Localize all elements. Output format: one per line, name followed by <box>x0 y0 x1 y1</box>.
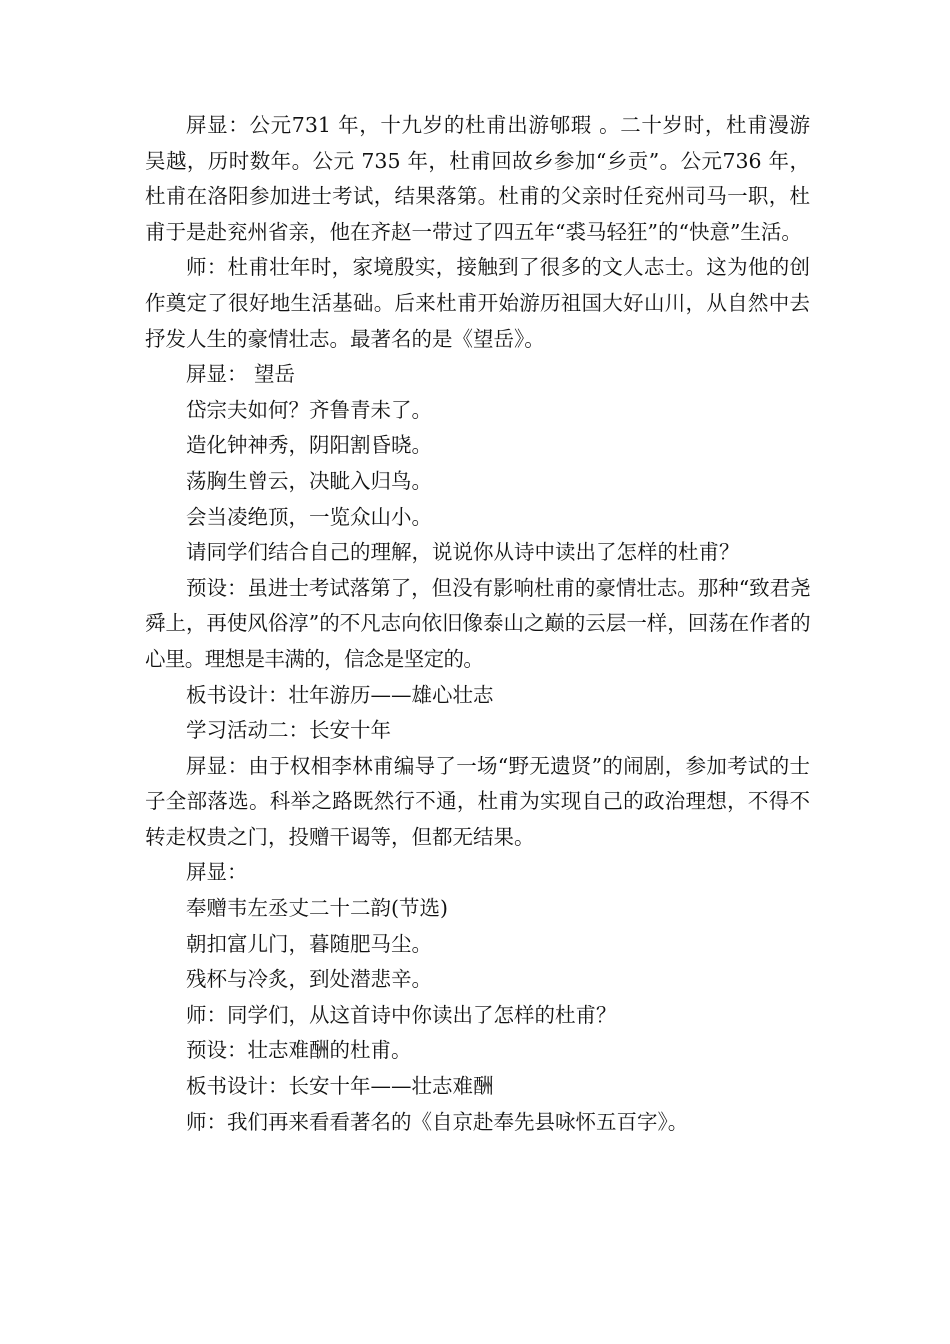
paragraph-teacher-question: 师：同学们，从这首诗中你读出了怎样的杜甫？ <box>186 1002 617 1027</box>
poem-line: 荡胸生曾云，决眦入归鸟。 <box>186 468 432 493</box>
paragraph-teacher-next: 师：我们再来看看著名的《自京赴奉先县咏怀五百字》。 <box>186 1109 689 1134</box>
paragraph-activity-heading: 学习活动二：长安十年 <box>186 718 391 743</box>
paragraph-intro-screen: 屏显：公元731 年，十九岁的杜甫出游郇瑕 。二十岁时，杜甫漫游吴越，历时数年。公元 735 年，杜甫回故乡参加“乡贡”。公元736 年，杜甫在洛阳参加进士考试，结果落第。杜甫的父亲时任兖州司马一职，杜甫于是赴兖州省亲，他在齐赵一带过了四五年“裘马轻狂”的“快意”生活。 <box>145 113 810 244</box>
poem-line: 朝扣富儿门，暮随肥马尘。 <box>186 931 432 956</box>
paragraph-screen-poem-title: 屏显： 望岳 <box>186 362 296 387</box>
poem-line: 会当凌绝顶，一览众山小。 <box>186 504 432 529</box>
poem-line: 造化钟神秀，阴阳割昏晓。 <box>186 433 432 458</box>
document-body <box>145 108 810 1140</box>
paragraph-board-design-2: 板书设计：长安十年——壮志难酬 <box>186 1074 494 1099</box>
paragraph-preset-answer: 预设：虽进士考试落第了，但没有影响杜甫的豪情壮志。那种“致君尧舜上，再使风俗淳”的不凡志向依旧像泰山之巅的云层一样，回荡在作者的心里。理想是丰满的，信念是坚定的。 <box>145 575 810 671</box>
paragraph-screen-label: 屏显： <box>186 860 248 885</box>
paragraph-preset-answer-2: 预设：壮志难酬的杜甫。 <box>186 1038 412 1063</box>
paragraph-board-design: 板书设计：壮年游历——雄心壮志 <box>186 682 494 707</box>
paragraph-question: 请同学们结合自己的理解，说说你从诗中读出了怎样的杜甫？ <box>186 540 740 565</box>
paragraph-teacher-prime-years: 师：杜甫壮年时，家境殷实，接触到了很多的文人志士。这为他的创作奠定了很好地生活基础。后来杜甫开始游历祖国大好山川，从自然中去抒发人生的豪情壮志。最著名的是《望岳》。 <box>145 255 810 351</box>
poem-title: 奉赠韦左丞丈二十二韵(节选) <box>186 896 448 921</box>
paragraph-screen-changan: 屏显：由于权相李林甫编导了一场“野无遗贤”的闹剧，参加考试的士子全部落选。科举之路既然行不通，杜甫为实现自己的政治理想，不得不转走权贵之门，投赠干谒等，但都无结果。 <box>145 753 810 849</box>
poem-line: 残杯与冷炙，到处潜悲辛。 <box>186 967 432 992</box>
poem-line: 岱宗夫如何？齐鲁青未了。 <box>186 397 432 422</box>
